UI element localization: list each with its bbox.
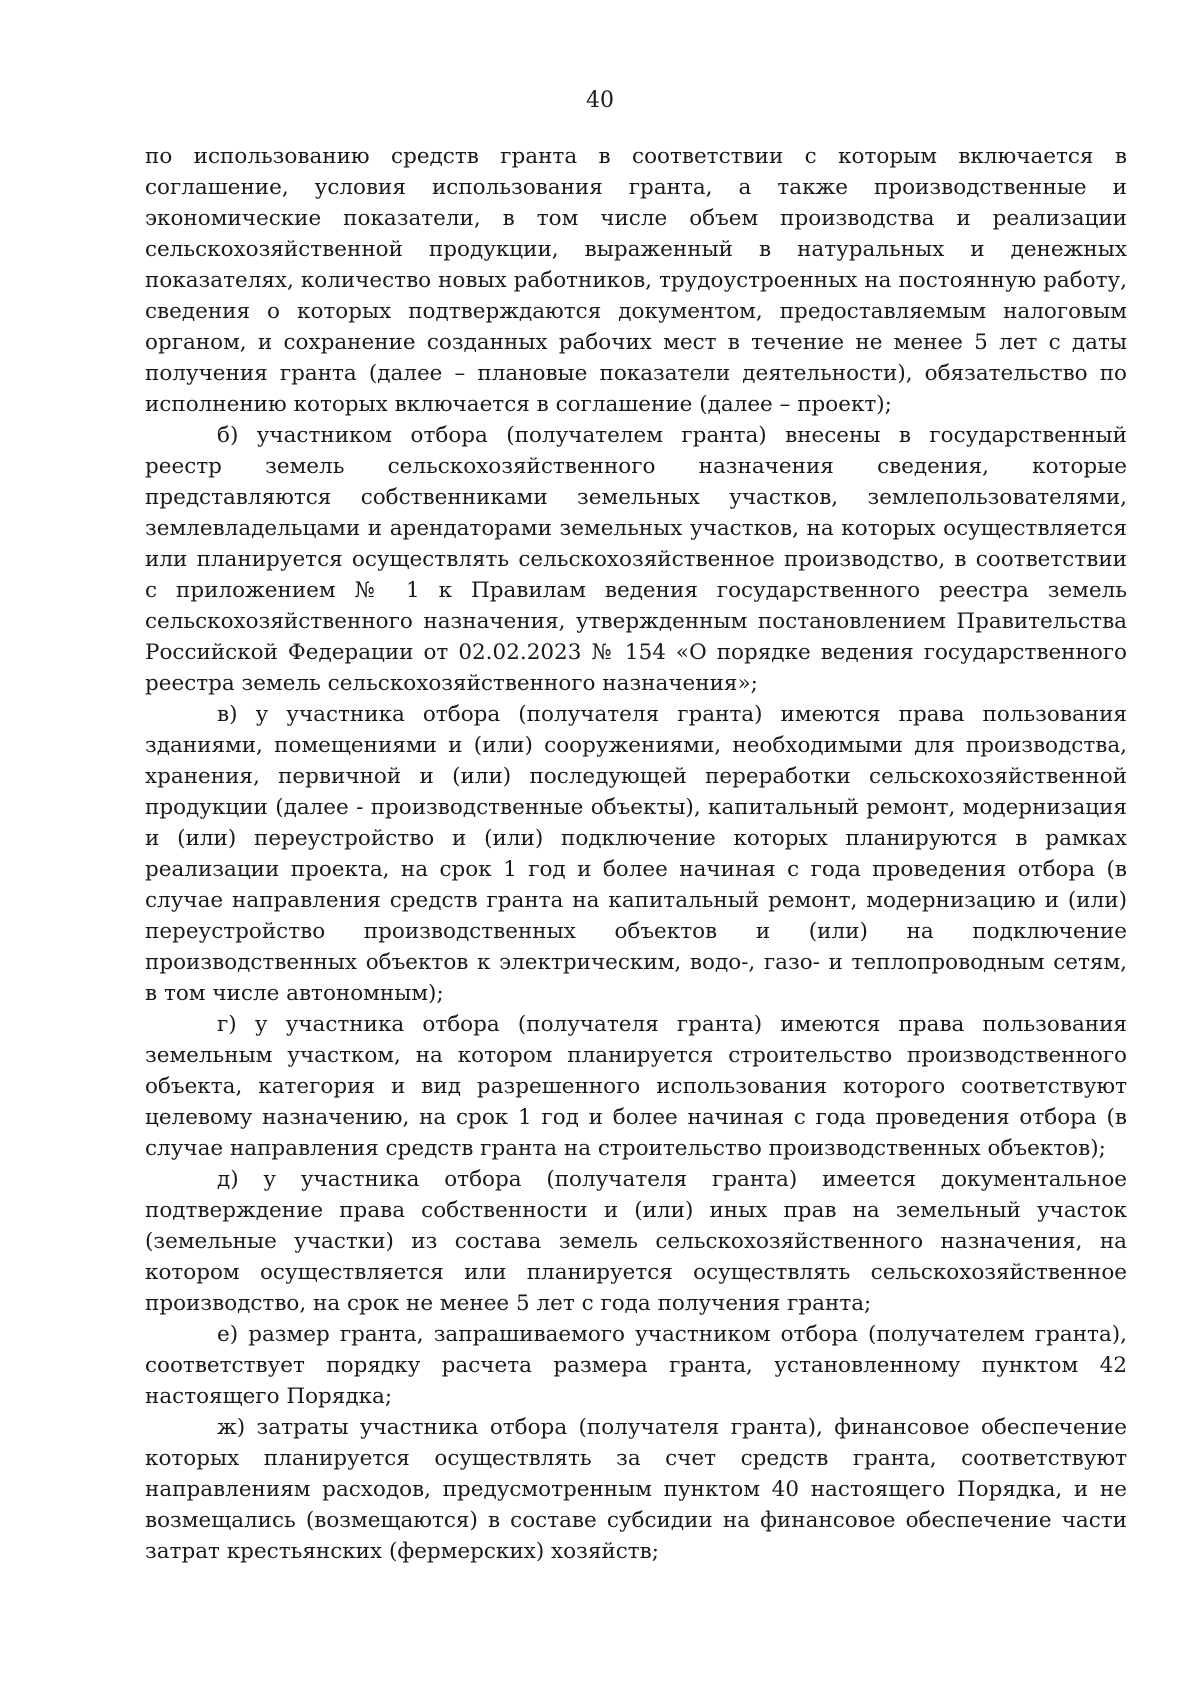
paragraph-continuation: по использованию средств гранта в соответствии с которым включается в соглашение, условия использования гранта, а также производственные и экономические показатели, в том числе объем производства и реализации сельскохозяйственной продукции, выраженный в натуральных и денежных показателях, количество новых работников, трудоустроенных на постоянную работу, сведения о которых подтверждаются документом, предоставляемым налоговым органом, и сохранение созданных рабочих мест в течение не менее 5 лет с даты получения гранта (далее – плановые показатели деятельности), обязательство по исполнению которых включается в соглашение (далее – проект); xyxy=(145,144,1127,417)
body-text xyxy=(145,141,1127,1567)
paragraph-g: г) у участника отбора (получателя гранта) имеются права пользования земельным участком, на котором планируется строительство производственного объекта, категория и вид разрешенного использования которого соответствуют целевому назначению, на срок 1 год и более начиная с года проведения отбора (в случае направления средств гранта на строительство производственных объектов); xyxy=(145,1012,1127,1161)
page-number: 40 xyxy=(586,88,614,113)
paragraph-b: б) участником отбора (получателем гранта) внесены в государственный реестр земель сельскохозяйственного назначения сведения, которые представляются собственниками земельных участков, землепользователями, землевладельцами и арендаторами земельных участков, на которых осуществляется или планируется осуществлять сельскохозяйственное производство, в соответствии с приложением № 1 к Правилам ведения государственного реестра земель сельскохозяйственного назначения, утвержденным постановлением Правительства Российской Федерации от 02.02.2023 № 154 «О порядке ведения государственного реестра земель сельскохозяйственного назначения»; xyxy=(145,423,1127,696)
paragraph-v: в) у участника отбора (получателя гранта) имеются права пользования зданиями, помещениями и (или) сооружениями, необходимыми для производства, хранения, первичной и (или) последующей переработки сельскохозяйственной продукции (далее - производственные объекты), капитальный ремонт, модернизация и (или) переустройство и (или) подключение которых планируются в рамках реализации проекта, на срок 1 год и более начиная с года проведения отбора (в случае направления средств гранта на капитальный ремонт, модернизацию и (или) переустройство производственных объектов и (или) на подключение производственных объектов к электрическим, водо-, газо- и теплопроводным сетям, в том числе автономным); xyxy=(145,702,1127,1006)
paragraph-zh: ж) затраты участника отбора (получателя гранта), финансовое обеспечение которых планируется осуществлять за счет средств гранта, соответствуют направлениям расходов, предусмотренным пунктом 40 настоящего Порядка, и не возмещались (возмещаются) в составе субсидии на финансовое обеспечение части затрат крестьянских (фермерских) хозяйств; xyxy=(145,1415,1127,1564)
paragraph-e: е) размер гранта, запрашиваемого участником отбора (получателем гранта), соответствует порядку расчета размера гранта, установленному пунктом 42 настоящего Порядка; xyxy=(145,1322,1127,1409)
paragraph-d: д) у участника отбора (получателя гранта) имеется документальное подтверждение права собственности и (или) иных прав на земельный участок (земельные участки) из состава земель сельскохозяйственного назначения, на котором осуществляется или планируется осуществлять сельскохозяйственное производство, на срок не менее 5 лет с года получения гранта; xyxy=(145,1167,1127,1316)
